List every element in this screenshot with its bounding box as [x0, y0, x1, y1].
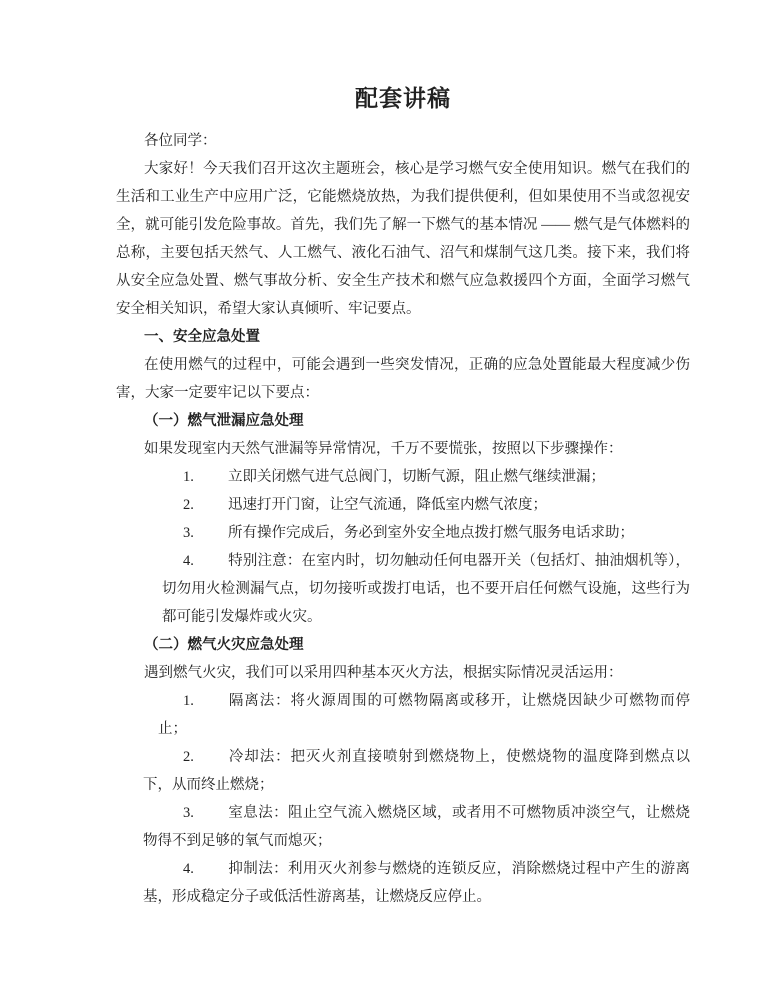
salutation: 各位同学：	[144, 133, 217, 149]
subsection-1-2-heading: （二）燃气火灾应急处理	[144, 637, 304, 653]
list-item-number: 3.	[183, 525, 194, 541]
list-item	[116, 547, 690, 631]
list-item-text: 室息法：阻止空气流入燃烧区域，或者用不可燃物质冲淡空气，让燃烧物得不到足够的氧气而熄灭；	[143, 805, 690, 849]
section-1-heading: 一、安全应急处置	[144, 329, 260, 345]
list-item-text: 特别注意：在室内时，切勿触动任何电器开关（包括灯、抽油烟机等），切勿用火检测漏气点，切勿接听或拨打电话，也不要开启任何燃气设施，这些行为都可能引发爆炸或火灾。	[162, 553, 690, 625]
list-item-number: 1.	[183, 469, 194, 485]
list-item	[116, 743, 690, 799]
list-item-number: 1.	[183, 693, 194, 709]
list-item-number: 2.	[183, 497, 194, 513]
subsection-1-2-lead: 遇到燃气火灾，我们可以采用四种基本灭火方法，根据实际情况灵活运用：	[144, 665, 623, 681]
list-item-text: 冷却法：把灭火剂直接喷射到燃烧物上，使燃烧物的温度降到燃点以下，从而终止燃烧；	[143, 749, 690, 793]
subsection-1-1-heading: （一）燃气泄漏应急处理	[144, 413, 304, 429]
list-item	[116, 687, 690, 743]
list-item	[116, 519, 690, 547]
list-item-number: 4.	[183, 861, 194, 877]
list-item-text: 迅速打开门窗，让空气流通，降低室内燃气浓度；	[228, 497, 547, 513]
list-item-number: 4.	[183, 553, 194, 569]
document-body	[116, 127, 690, 911]
list-item-number: 2.	[183, 749, 194, 765]
document-title: 配套讲稿	[355, 86, 451, 111]
list-item	[116, 855, 690, 911]
list-item-text: 隔离法：将火源周围的可燃物隔离或移开，让燃烧因缺少可燃物而停止；	[158, 693, 690, 737]
list-item-number: 3.	[183, 805, 194, 821]
subsection-1-1-lead: 如果发现室内天然气泄漏等异常情况，千万不要慌张，按照以下步骤操作：	[144, 441, 623, 457]
list-item	[116, 491, 690, 519]
list-item	[116, 799, 690, 855]
section-1-lead: 在使用燃气的过程中，可能会遇到一些突发情况，正确的应急处置能最大程度减少伤害，大家一定要牢记以下要点：	[116, 357, 690, 401]
list-item-text: 立即关闭燃气进气总阀门，切断气源，阻止燃气继续泄漏；	[228, 469, 605, 485]
list-item-text: 抑制法：利用灭火剂参与燃烧的连锁反应，消除燃烧过程中产生的游离基，形成稳定分子或低活性游离基，让燃烧反应停止。	[143, 861, 690, 905]
list-item	[116, 463, 690, 491]
list-item-text: 所有操作完成后，务必到室外安全地点拨打燃气服务电话求助；	[228, 525, 634, 541]
intro-paragraph: 大家好！今天我们召开这次主题班会，核心是学习燃气安全使用知识。燃气在我们的生活和工业生产中应用广泛，它能燃烧放热，为我们提供便利，但如果使用不当或忽视安全，就可能引发危险事故。首先，我们先了解一下燃气的基本情况 —— 燃气是气体燃料的总称，主要包括天然气、人工燃气、液化石油气、沼气和煤制气这几类。接下来，我们将从安全应急处置、燃气事故分析、安全生产技术和燃气应急救援四个方面，全面学习燃气安全相关知识，希望大家认真倾听、牢记要点。	[116, 161, 690, 317]
